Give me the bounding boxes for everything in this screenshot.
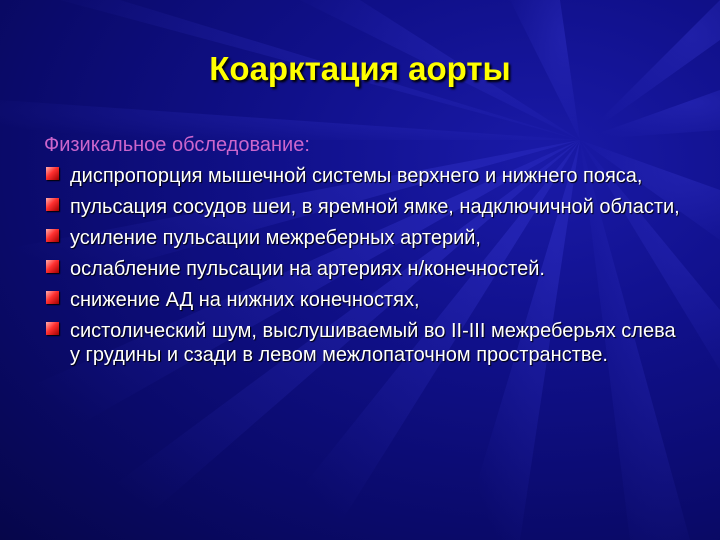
bullet-text: пульсация сосудов шеи, в яремной ямке, надключичной области,: [70, 196, 680, 218]
bullet-text: ослабление пульсации на артериях н/конечностей.: [70, 258, 545, 280]
bullet-text: усиление пульсации межреберных артерий,: [70, 227, 481, 249]
red-square-bullet-icon: [46, 260, 59, 273]
bullet-item: [44, 195, 684, 219]
bullet-text: систолический шум, выслушиваемый во II-III межреберьях слева у грудины и сзади в левом межлопаточном пространстве.: [70, 320, 676, 366]
bullet-text: снижение АД на нижних конечностях,: [70, 289, 420, 311]
section-subtitle: Физикальное обследование:: [44, 134, 310, 156]
red-square-bullet-icon: [46, 167, 59, 180]
bullet-item: [44, 226, 684, 250]
bullet-item: [44, 319, 684, 367]
bullet-item: [44, 164, 684, 188]
bullet-item: [44, 288, 684, 312]
red-square-bullet-icon: [46, 291, 59, 304]
red-square-bullet-icon: [46, 229, 59, 242]
red-square-bullet-icon: [46, 198, 59, 211]
slide-title: Коарктация аорты: [209, 50, 511, 87]
bullet-item: [44, 257, 684, 281]
red-square-bullet-icon: [46, 322, 59, 335]
slide-content: [44, 133, 684, 374]
bullet-text: диспропорция мышечной системы верхнего и нижнего пояса,: [70, 165, 643, 187]
bullet-list: [44, 164, 684, 367]
